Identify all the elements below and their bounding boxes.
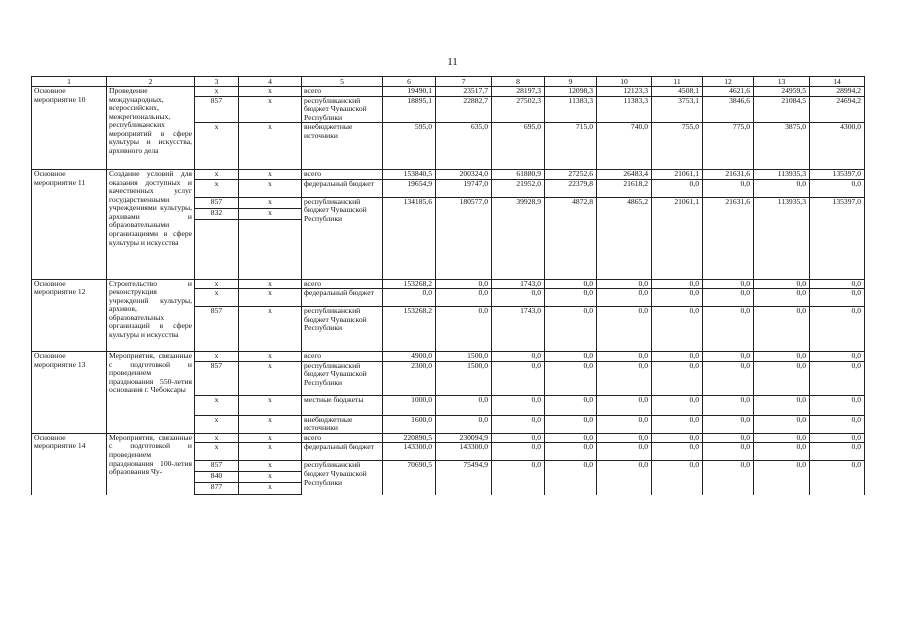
- amount-cell: 143300,0: [436, 443, 492, 461]
- funding-source: федеральный бюджет: [302, 289, 383, 307]
- amount-cell: 0,0: [703, 443, 754, 461]
- header-cell: 12: [703, 77, 754, 87]
- amount-cell: 180577,0: [436, 197, 492, 279]
- amount-cell: 21631,6: [703, 170, 754, 180]
- amount-cell: 0,0: [652, 279, 703, 289]
- funding-source: республиканский бюджет Чувашской Республики: [302, 361, 383, 395]
- amount-cell: 4508,1: [652, 87, 703, 97]
- amount-cell: 18895,1: [383, 96, 436, 123]
- amount-cell: 0,0: [652, 179, 703, 197]
- amount-cell: 0,0: [652, 395, 703, 415]
- amount-cell: 0,0: [703, 461, 754, 495]
- amount-cell: 3753,1: [652, 96, 703, 123]
- grbs-code-cell: x: [195, 170, 239, 180]
- table-body: [32, 77, 865, 495]
- activity-description: Строительство и реконструкция учреждений культуры, архивов, образовательных организаций в сфере культуры и искусства: [107, 279, 195, 352]
- amount-cell: 220890,5: [383, 433, 436, 443]
- budget-code-cell: x: [239, 361, 302, 395]
- grbs-code-cell: x: [195, 179, 239, 197]
- budget-code-cell: x: [239, 352, 302, 362]
- funding-source: внебюджетные источники: [302, 415, 383, 433]
- amount-cell: 0,0: [754, 461, 810, 495]
- header-cell: 14: [810, 77, 865, 87]
- grbs-code-cell: 857: [195, 361, 239, 395]
- table-row: [32, 279, 865, 289]
- header-cell: 10: [597, 77, 652, 87]
- grbs-code-cell: 857: [195, 307, 239, 352]
- header-cell: 4: [239, 77, 302, 87]
- amount-cell: 0,0: [810, 433, 865, 443]
- amount-cell: 21952,0: [492, 179, 545, 197]
- amount-cell: 0,0: [703, 307, 754, 352]
- amount-cell: 135397,0: [810, 170, 865, 180]
- amount-cell: 755,0: [652, 123, 703, 170]
- amount-cell: 0,0: [545, 443, 597, 461]
- funding-source: республиканский бюджет Чувашской Республики: [302, 96, 383, 123]
- amount-cell: 153268,2: [383, 279, 436, 289]
- amount-cell: 19747,0: [436, 179, 492, 197]
- amount-cell: 0,0: [436, 395, 492, 415]
- amount-cell: 26483,4: [597, 170, 652, 180]
- amount-cell: 0,0: [436, 415, 492, 433]
- amount-cell: 0,0: [597, 307, 652, 352]
- amount-cell: 21084,5: [754, 96, 810, 123]
- amount-cell: 27252,6: [545, 170, 597, 180]
- grbs-code-cell: 857: [195, 461, 239, 472]
- amount-cell: 0,0: [597, 361, 652, 395]
- amount-cell: 24959,5: [754, 87, 810, 97]
- amount-cell: 0,0: [810, 415, 865, 433]
- amount-cell: 0,0: [754, 415, 810, 433]
- funding-source: республиканский бюджет Чувашской Республики: [302, 461, 383, 495]
- budget-code-cell: x: [239, 197, 302, 208]
- amount-cell: 0,0: [597, 433, 652, 443]
- activity-name: Основное мероприятие 10: [32, 87, 107, 170]
- header-cell: 5: [302, 77, 383, 87]
- amount-cell: 143300,0: [383, 443, 436, 461]
- budget-code-cell: x: [239, 395, 302, 415]
- amount-cell: 0,0: [703, 433, 754, 443]
- amount-cell: 200324,0: [436, 170, 492, 180]
- budget-code-cell: x: [239, 433, 302, 443]
- grbs-code-cell: x: [195, 123, 239, 170]
- grbs-code-cell: 877: [195, 483, 239, 495]
- amount-cell: 0,0: [652, 443, 703, 461]
- table-row: [32, 352, 865, 362]
- activity-description: Мероприятия, связанные с подготовкой и проведением празднования 550-летия основания г. Чебоксары: [107, 352, 195, 434]
- budget-code-cell: x: [239, 96, 302, 123]
- header-cell: 6: [383, 77, 436, 87]
- budget-code-cell: x: [239, 472, 302, 483]
- funding-source: местные бюджеты: [302, 395, 383, 415]
- amount-cell: 0,0: [652, 289, 703, 307]
- amount-cell: 0,0: [810, 352, 865, 362]
- amount-cell: 0,0: [652, 361, 703, 395]
- amount-cell: 1600,0: [383, 415, 436, 433]
- amount-cell: 0,0: [545, 352, 597, 362]
- table-row: [32, 170, 865, 180]
- header-cell: 1: [32, 77, 107, 87]
- amount-cell: 153840,5: [383, 170, 436, 180]
- budget-code-cell: x: [239, 461, 302, 472]
- grbs-code-cell: x: [195, 289, 239, 307]
- budget-code-cell: [239, 219, 302, 279]
- amount-cell: 0,0: [492, 415, 545, 433]
- amount-cell: 0,0: [703, 179, 754, 197]
- budget-code-cell: x: [239, 307, 302, 352]
- activity-name: Основное мероприятие 12: [32, 279, 107, 352]
- amount-cell: 0,0: [652, 415, 703, 433]
- funding-source: всего: [302, 279, 383, 289]
- budget-table: [31, 76, 865, 495]
- amount-cell: 695,0: [492, 123, 545, 170]
- amount-cell: 11383,3: [545, 96, 597, 123]
- budget-code-cell: x: [239, 123, 302, 170]
- grbs-code-cell: x: [195, 415, 239, 433]
- grbs-code-cell: x: [195, 433, 239, 443]
- grbs-code-cell: x: [195, 443, 239, 461]
- table-row: [32, 87, 865, 97]
- budget-code-cell: x: [239, 179, 302, 197]
- budget-code-cell: x: [239, 87, 302, 97]
- budget-code-cell: x: [239, 415, 302, 433]
- amount-cell: 0,0: [492, 433, 545, 443]
- amount-cell: 22882,7: [436, 96, 492, 123]
- funding-source: всего: [302, 87, 383, 97]
- amount-cell: 4300,0: [810, 123, 865, 170]
- amount-cell: 635,0: [436, 123, 492, 170]
- amount-cell: 153268,2: [383, 307, 436, 352]
- header-row: [32, 77, 865, 87]
- funding-source: федеральный бюджет: [302, 443, 383, 461]
- header-cell: 7: [436, 77, 492, 87]
- amount-cell: 0,0: [436, 307, 492, 352]
- amount-cell: 0,0: [597, 443, 652, 461]
- amount-cell: 0,0: [545, 279, 597, 289]
- amount-cell: 0,0: [810, 289, 865, 307]
- funding-source: федеральный бюджет: [302, 179, 383, 197]
- amount-cell: 0,0: [545, 395, 597, 415]
- amount-cell: 3875,0: [754, 123, 810, 170]
- amount-cell: 22379,8: [545, 179, 597, 197]
- amount-cell: 0,0: [597, 279, 652, 289]
- grbs-code-cell: [195, 219, 239, 279]
- amount-cell: 0,0: [810, 279, 865, 289]
- funding-source: всего: [302, 170, 383, 180]
- amount-cell: 0,0: [754, 279, 810, 289]
- table-row: [32, 433, 865, 443]
- budget-code-cell: x: [239, 208, 302, 219]
- amount-cell: 39928,9: [492, 197, 545, 279]
- amount-cell: 0,0: [810, 307, 865, 352]
- budget-code-cell: x: [239, 279, 302, 289]
- amount-cell: 740,0: [597, 123, 652, 170]
- amount-cell: 2300,0: [383, 361, 436, 395]
- amount-cell: 1743,0: [492, 307, 545, 352]
- amount-cell: 19490,1: [383, 87, 436, 97]
- activity-description: Создание условий для оказания доступных и качественных услуг государственными учреждениями культуры, архивами и образовательными организациями в сфере культуры и искусства: [107, 170, 195, 280]
- amount-cell: 0,0: [597, 415, 652, 433]
- amount-cell: 0,0: [703, 279, 754, 289]
- amount-cell: 4900,0: [383, 352, 436, 362]
- funding-source: республиканский бюджет Чувашской Республики: [302, 197, 383, 279]
- grbs-code-cell: x: [195, 279, 239, 289]
- amount-cell: 0,0: [754, 179, 810, 197]
- amount-cell: 0,0: [545, 361, 597, 395]
- amount-cell: 1500,0: [436, 361, 492, 395]
- amount-cell: 12098,3: [545, 87, 597, 97]
- header-cell: 11: [652, 77, 703, 87]
- amount-cell: 0,0: [754, 361, 810, 395]
- amount-cell: 4865,2: [597, 197, 652, 279]
- amount-cell: 0,0: [545, 289, 597, 307]
- amount-cell: 21618,2: [597, 179, 652, 197]
- amount-cell: 11383,3: [597, 96, 652, 123]
- amount-cell: 0,0: [652, 352, 703, 362]
- amount-cell: 0,0: [545, 307, 597, 352]
- grbs-code-cell: x: [195, 352, 239, 362]
- grbs-code-cell: 840: [195, 472, 239, 483]
- amount-cell: 0,0: [652, 433, 703, 443]
- amount-cell: 715,0: [545, 123, 597, 170]
- amount-cell: 0,0: [703, 395, 754, 415]
- amount-cell: 0,0: [597, 461, 652, 495]
- amount-cell: 61880,9: [492, 170, 545, 180]
- funding-source: всего: [302, 352, 383, 362]
- amount-cell: 0,0: [492, 289, 545, 307]
- header-cell: 9: [545, 77, 597, 87]
- amount-cell: 0,0: [597, 395, 652, 415]
- grbs-code-cell: 857: [195, 96, 239, 123]
- budget-code-cell: x: [239, 443, 302, 461]
- activity-name: Основное мероприятие 13: [32, 352, 107, 434]
- amount-cell: 0,0: [754, 433, 810, 443]
- funding-source: республиканский бюджет Чувашской Республики: [302, 307, 383, 352]
- amount-cell: 0,0: [492, 395, 545, 415]
- amount-cell: 24694,2: [810, 96, 865, 123]
- amount-cell: 0,0: [810, 461, 865, 495]
- amount-cell: 4872,8: [545, 197, 597, 279]
- header-cell: 8: [492, 77, 545, 87]
- amount-cell: 21631,6: [703, 197, 754, 279]
- amount-cell: 0,0: [754, 307, 810, 352]
- amount-cell: 75494,9: [436, 461, 492, 495]
- budget-code-cell: x: [239, 170, 302, 180]
- amount-cell: 27502,3: [492, 96, 545, 123]
- amount-cell: 595,0: [383, 123, 436, 170]
- amount-cell: 0,0: [492, 352, 545, 362]
- amount-cell: 0,0: [810, 395, 865, 415]
- amount-cell: 0,0: [810, 361, 865, 395]
- amount-cell: 21061,1: [652, 170, 703, 180]
- grbs-code-cell: x: [195, 87, 239, 97]
- budget-code-cell: x: [239, 483, 302, 495]
- amount-cell: 0,0: [492, 461, 545, 495]
- funding-source: внебюджетные источники: [302, 123, 383, 170]
- amount-cell: 113935,3: [754, 197, 810, 279]
- activity-description: Проведение международных, всероссийских, межрегиональных, республиканских мероприятий в сфере культуры и искусства, архивного дела: [107, 87, 195, 170]
- amount-cell: 134185,6: [383, 197, 436, 279]
- header-cell: 2: [107, 77, 195, 87]
- amount-cell: 0,0: [492, 443, 545, 461]
- amount-cell: 28197,3: [492, 87, 545, 97]
- amount-cell: 775,0: [703, 123, 754, 170]
- amount-cell: 0,0: [545, 461, 597, 495]
- amount-cell: 113935,3: [754, 170, 810, 180]
- header-cell: 3: [195, 77, 239, 87]
- amount-cell: 0,0: [545, 433, 597, 443]
- funding-source: всего: [302, 433, 383, 443]
- amount-cell: 230094,9: [436, 433, 492, 443]
- amount-cell: 1000,0: [383, 395, 436, 415]
- budget-table-container: [31, 76, 864, 495]
- amount-cell: 0,0: [652, 307, 703, 352]
- page-number: 11: [447, 56, 458, 68]
- amount-cell: 0,0: [652, 461, 703, 495]
- amount-cell: 0,0: [810, 443, 865, 461]
- amount-cell: 0,0: [703, 352, 754, 362]
- amount-cell: 0,0: [754, 289, 810, 307]
- amount-cell: 135397,0: [810, 197, 865, 279]
- amount-cell: 4621,6: [703, 87, 754, 97]
- amount-cell: 21061,1: [652, 197, 703, 279]
- amount-cell: 0,0: [492, 361, 545, 395]
- amount-cell: 0,0: [703, 415, 754, 433]
- amount-cell: 0,0: [597, 289, 652, 307]
- budget-code-cell: x: [239, 289, 302, 307]
- amount-cell: 12123,3: [597, 87, 652, 97]
- grbs-code-cell: 857: [195, 197, 239, 208]
- amount-cell: 0,0: [754, 395, 810, 415]
- amount-cell: 0,0: [436, 289, 492, 307]
- grbs-code-cell: x: [195, 395, 239, 415]
- amount-cell: 0,0: [703, 361, 754, 395]
- activity-description: Мероприятия, связанные с подготовкой и проведением празднования 100-летия образования Чу-: [107, 433, 195, 495]
- amount-cell: 0,0: [754, 443, 810, 461]
- amount-cell: 70690,5: [383, 461, 436, 495]
- amount-cell: 23517,7: [436, 87, 492, 97]
- amount-cell: 0,0: [810, 179, 865, 197]
- amount-cell: 0,0: [597, 352, 652, 362]
- activity-name: Основное мероприятие 11: [32, 170, 107, 280]
- amount-cell: 0,0: [703, 289, 754, 307]
- amount-cell: 0,0: [754, 352, 810, 362]
- amount-cell: 1500,0: [436, 352, 492, 362]
- amount-cell: 3846,6: [703, 96, 754, 123]
- amount-cell: 0,0: [436, 279, 492, 289]
- activity-name: Основное мероприятие 14: [32, 433, 107, 495]
- amount-cell: 1743,0: [492, 279, 545, 289]
- amount-cell: 0,0: [383, 289, 436, 307]
- amount-cell: 0,0: [545, 415, 597, 433]
- grbs-code-cell: 832: [195, 208, 239, 219]
- header-cell: 13: [754, 77, 810, 87]
- amount-cell: 28994,2: [810, 87, 865, 97]
- amount-cell: 19654,9: [383, 179, 436, 197]
